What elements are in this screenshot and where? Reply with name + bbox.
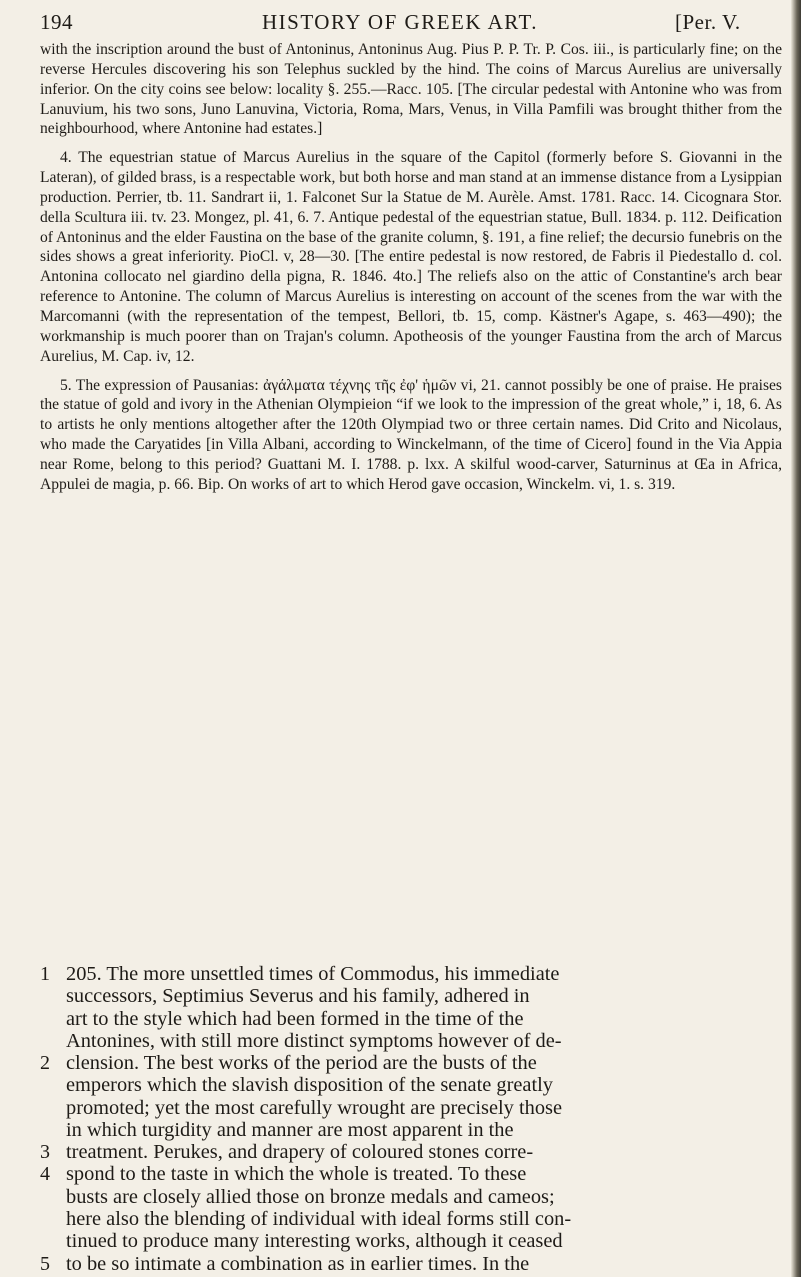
margin-number: 4	[40, 1163, 50, 1185]
running-header	[40, 4, 780, 38]
text-line: here also the blending of individual with ideal forms still con-	[66, 1208, 572, 1230]
text-line: Antonines, with still more distinct symptoms however of de-	[66, 1030, 562, 1052]
text-line: art to the style which had been formed in the time of the	[66, 1008, 524, 1030]
text-line: successors, Septimius Severus and his family, adhered in	[66, 985, 530, 1007]
footnotes-block	[40, 40, 782, 504]
text-line: clension. The best works of the period are the busts of the	[66, 1052, 537, 1074]
text-line: in which turgidity and manner are most apparent in the	[66, 1119, 514, 1141]
margin-number: 3	[40, 1141, 50, 1163]
text-line: tinued to produce many interesting works, although it ceased	[66, 1230, 563, 1252]
text-line: busts are closely allied those on bronze medals and cameos;	[66, 1186, 555, 1208]
text-line: treatment. Perukes, and drapery of coloured stones corre-	[66, 1141, 534, 1163]
text-line: emperors which the slavish disposition of the senate greatly	[66, 1074, 553, 1096]
note-paragraph: 4. The equestrian statue of Marcus Aurelius in the square of the Capitol (formerly before S. Giovanni in the Lateran), of gilded brass, is a respectable work, but both horse and man stand at an immense distance from a Lysippian production. Perrier, tb. 11. Sandrart ii, 1. Falconet Sur la Statue de M. Aurèle. Amst. 1781. Racc. 14. Cicognara Stor. della Scultura iii. tv. 23. Mongez, pl. 41, 6. 7. Antique pedestal of the equestrian statue, Bull. 1834. p. 112. Deification of Antoninus and the elder Faustina on the base of the granite column, §. 191, a fine relief; the decursio funebris on the sides shows a great inferiority. PioCl. v, 28—30. [The entire pedestal is now restored, de Fabris il Piedestallo d. col. Antonina collocato nel giardino della pigna, R. 1846. 4to.] The reliefs also on the attic of Constantine's arch bear reference to Antonine. The column of Marcus Aurelius is interesting on account of the scenes from the war with the Marcomanni (with the representation of the tempest, Bellori, tb. 15, comp. Kästner's Agape, s. 463—490); the workmanship is much poorer than on Trajan's column. Apotheosis of the younger Faustina from the arch of Marcus Aurelius, M. Cap. iv, 12.	[40, 149, 782, 365]
text-line: to be so intimate a combination as in earlier times. In the	[66, 1253, 530, 1275]
text-line: promoted; yet the most carefully wrought are precisely those	[66, 1097, 563, 1119]
page-edge-shadow	[791, 0, 801, 1277]
note-paragraph: 5. The expression of Pausanias: ἀγάλματα τέχνης τῆς ἐφ' ἡμῶν vi, 21. cannot possibly be one of praise. He praises the statue of gold and ivory in the Athenian Olympieion “if we look to the impression of the great whole,” i, 18, 6. As to artists he only mentions altogether after the 120th Olympiad two or three certain names. Did Crito and Nicolaus, who made the Caryatides [in Villa Albani, according to Winckelmann, of the time of Cicero] found in the Via Appia near Rome, belong to this period? Guattani M. I. 1788. p. lxx. A skilful wood-carver, Saturninus at Œa in Africa, Appulei de magia, p. 66. Bip. On works of art to which Herod gave occasion, Winckelm. vi, 1. s. 319.	[40, 376, 782, 493]
text-line: spond to the taste in which the whole is treated. To these	[66, 1163, 527, 1185]
period-label: [Per. V.	[675, 10, 741, 34]
note-paragraph: with the inscription around the bust of Antoninus, Antoninus Aug. Pius P. P. Tr. P. Cos. iii., is particularly fine; on the reverse Hercules discovering his son Telephus suckled by the hind. The coins of Marcus Aurelius are universally inferior. On the city coins see below: locality §. 255.—Racc. 105. [The circular pedestal with Antonine who was from Lanuvium, his two sons, Juno Lanuvina, Victoria, Roma, Mars, Venus, in Villa Pamfili was brought thither from the neighbourhood, where Antonine had estates.]	[40, 41, 782, 138]
text-line: 205. The more unsettled times of Commodus, his immediate	[66, 963, 560, 985]
margin-number: 1	[40, 963, 50, 985]
margin-number: 5	[40, 1253, 50, 1275]
running-title: HISTORY OF GREEK ART.	[262, 10, 539, 34]
page-number: 194	[40, 10, 73, 34]
margin-number: 2	[40, 1052, 50, 1074]
